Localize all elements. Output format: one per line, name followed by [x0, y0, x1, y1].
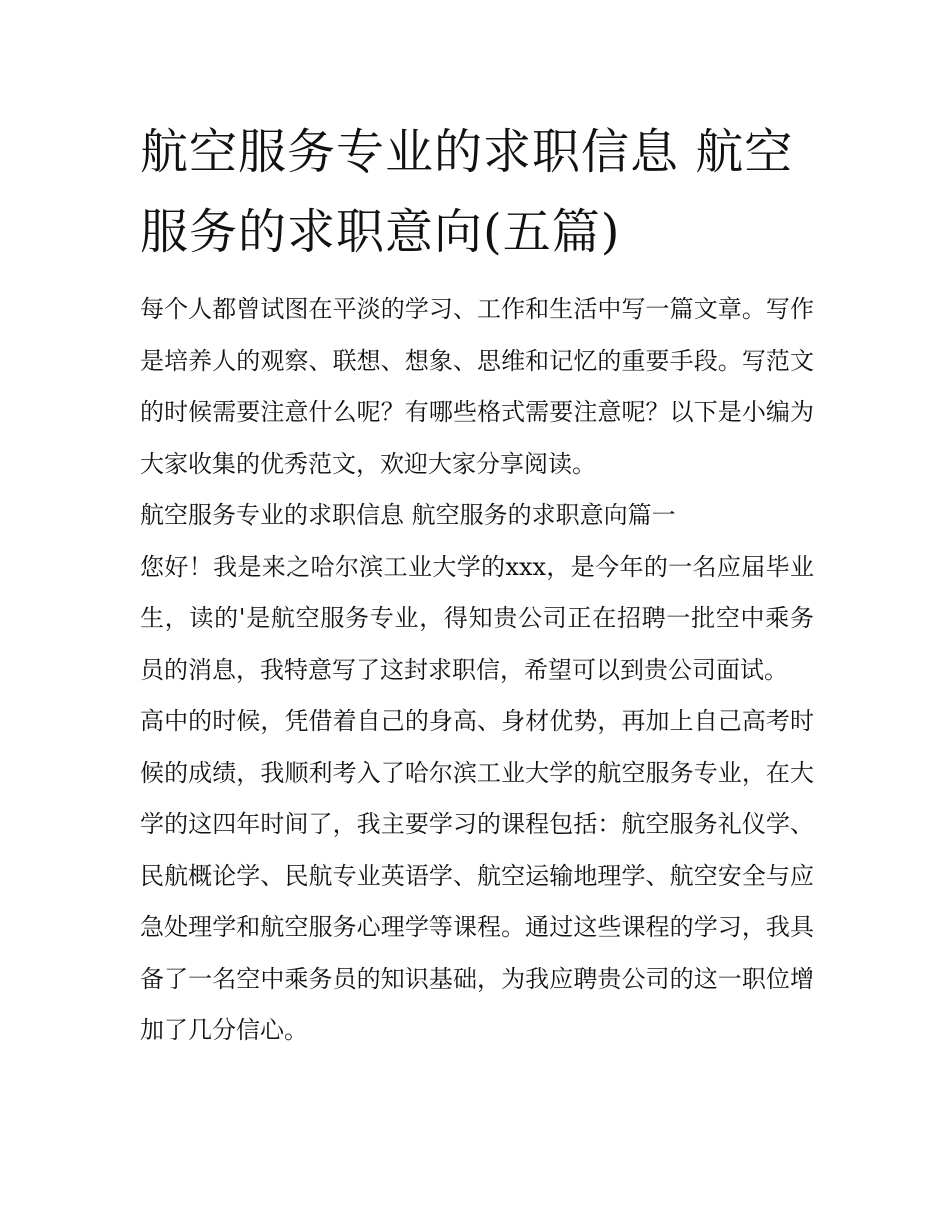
letter-paragraph-2: 高中的时候，凭借着自己的身高、身材优势，再加上自己高考时候的成绩，我顺利考入了哈尔滨工业大学的航空服务专业，在大学的这四年时间了，我主要学习的课程包括：航空服务礼仪学、民航概论学、民航专业英语学、航空运输地理学、航空安全与应急处理学和航空服务心理学等课程。通过这些课程的学习，我具备了一名空中乘务员的知识基础，为我应聘贵公司的这一职位增加了几分信心。 [140, 707, 814, 1044]
document-page [140, 112, 814, 1057]
document-body [140, 284, 814, 1057]
intro-paragraph: 每个人都曾试图在平淡的学习、工作和生活中写一篇文章。写作是培养人的观察、联想、想象、思维和记忆的重要手段。写范文的时候需要注意什么呢？有哪些格式需要注意呢？以下是小编为大家收集的优秀范文，欢迎大家分享阅读。 [140, 295, 814, 478]
section-heading: 航空服务专业的求职信息 航空服务的求职意向篇一 [140, 501, 676, 529]
document-title: 航空服务专业的求职信息 航空服务的求职意向(五篇) [140, 124, 794, 260]
letter-paragraph-1: 您好！我是来之哈尔滨工业大学的xxx，是今年的一名应届毕业生，读的'是航空服务专业，得知贵公司正在招聘一批空中乘务员的消息，我特意写了这封求职信，希望可以到贵公司面试。 [140, 552, 814, 684]
